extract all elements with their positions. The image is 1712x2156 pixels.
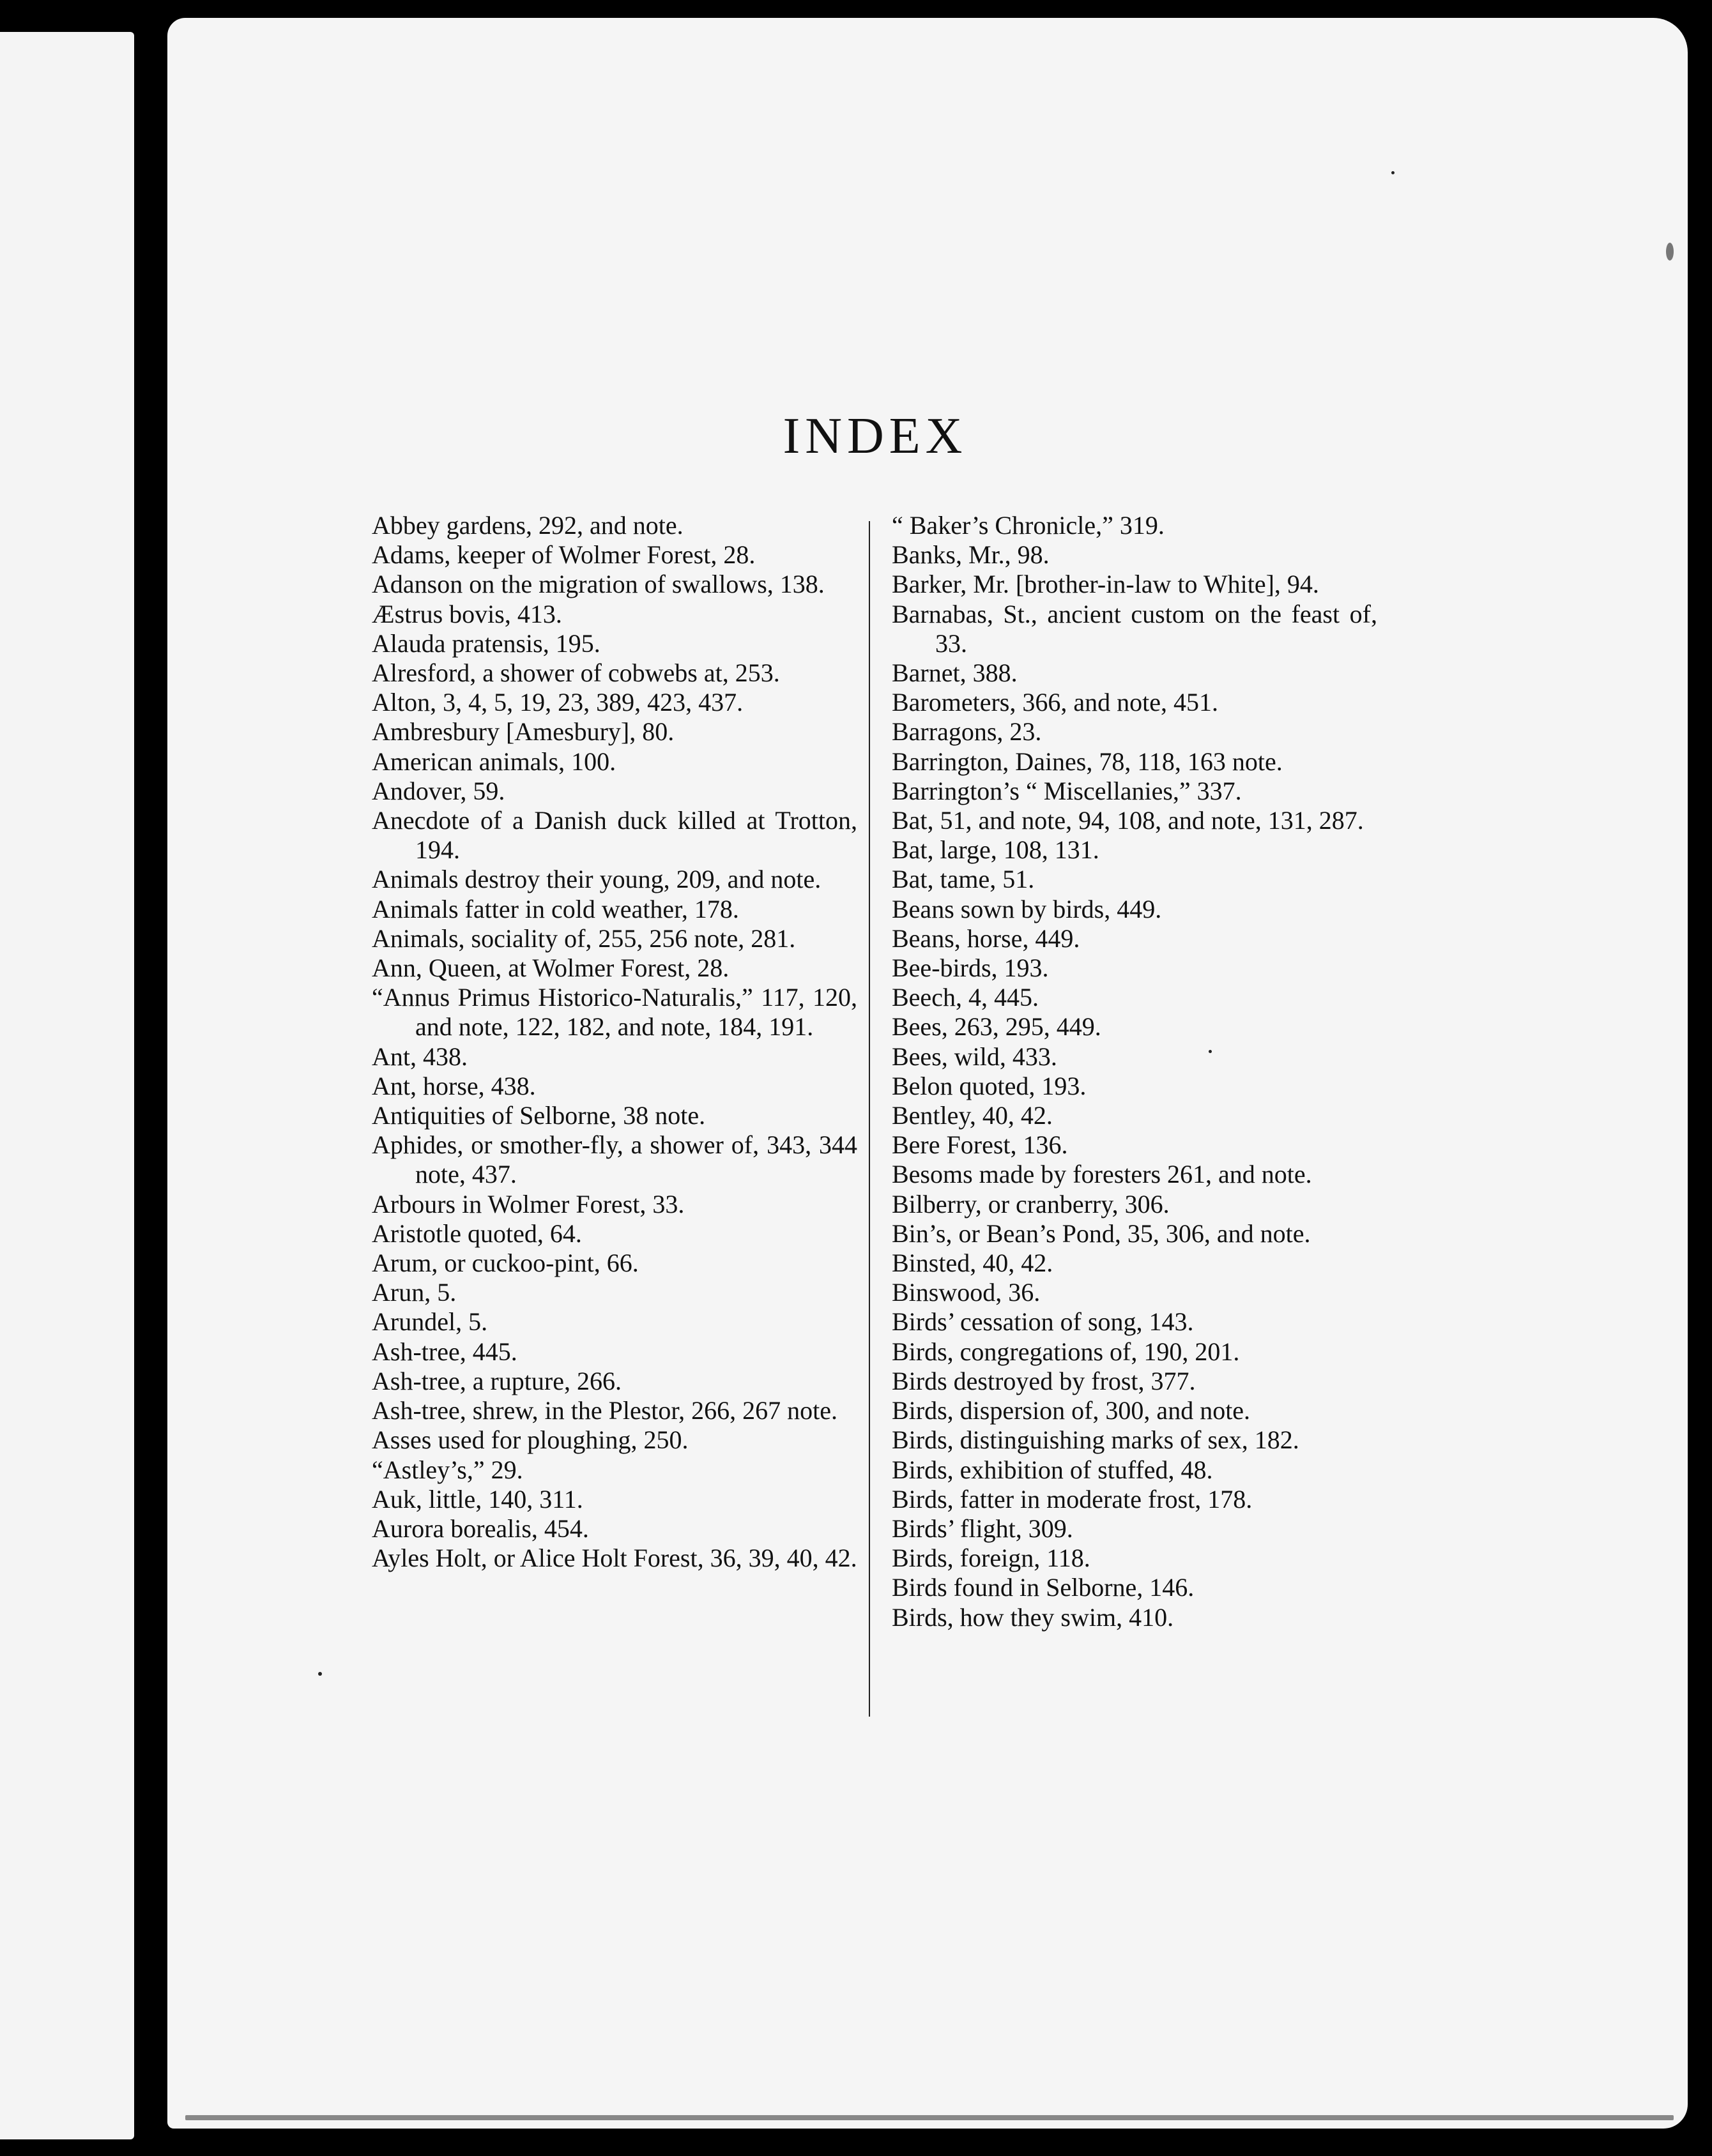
index-entry: Bin’s, or Bean’s Pond, 35, 306, and note. [892,1218,1311,1248]
index-entry: Arun, 5. [372,1278,457,1307]
index-entry: Æstrus bovis, 413. [372,599,562,628]
index-entry: Barrington’s “ Miscellanies,” 337. [892,776,1242,805]
column-divider [869,521,870,1717]
index-entry: Barragons, 23. [892,717,1042,747]
index-entry: Adams, keeper of Wolmer Forest, 28. [372,540,756,570]
index-entry: Bees, wild, 433. [892,1042,1057,1071]
index-entry: Ann, Queen, at Wolmer Forest, 28. [372,953,730,983]
index-entry: Birds’ cessation of song, 143. [892,1307,1194,1337]
index-entry: Bat, 51, and note, 94, 108, and note, 131, 287. [892,806,1364,835]
index-entry: Aurora borealis, 454. [372,1514,589,1543]
index-entry: Birds, dispersion of, 300, and note. [892,1396,1251,1425]
index-entry: Arbours in Wolmer Forest, 33. [372,1189,685,1218]
index-entry: Birds found in Selborne, 146. [892,1573,1195,1602]
index-entry: “Astley’s,” 29. [372,1455,523,1484]
index-entry: Banks, Mr., 98. [892,540,1050,570]
index-entry: Bentley, 40, 42. [892,1101,1053,1130]
adjacent-page-edge [0,32,134,2139]
index-entry: Besoms made by foresters 261, and note. [892,1160,1312,1189]
index-entry: Birds destroyed by frost, 377. [892,1366,1196,1395]
index-entry: Animals destroy their young, 209, and note. [372,865,822,894]
index-entry: Animals fatter in cold weather, 178. [372,894,739,923]
index-entry: Barnet, 388. [892,658,1018,688]
index-entry: Bees, 263, 295, 449. [892,1012,1101,1042]
index-entry: Birds’ flight, 309. [892,1514,1073,1543]
page-title: INDEX [783,408,968,464]
index-entry: Alton, 3, 4, 5, 19, 23, 389, 423, 437. [372,688,744,717]
index-entry: Barker, Mr. [brother-in-law to White], 94. [892,570,1319,599]
index-entry: Barnabas, St., ancient custom on the feast of, 33. [892,599,1377,658]
index-entry: Aristotle quoted, 64. [372,1218,582,1248]
index-entry: Belon quoted, 193. [892,1071,1087,1100]
index-entry: Binswood, 36. [892,1278,1041,1307]
index-entry: Asses used for ploughing, 250. [372,1425,689,1455]
index-entry: Birds, fatter in moderate frost, 178. [892,1484,1253,1514]
index-column-right [892,511,1377,1632]
index-entry: Beans, horse, 449. [892,923,1080,953]
index-entry: Bere Forest, 136. [892,1130,1068,1160]
index-entry: Ash-tree, 445. [372,1337,517,1366]
index-entry: Ash-tree, a rupture, 266. [372,1366,622,1395]
index-entry: Abbey gardens, 292, and note. [372,511,684,540]
index-entry: Aphides, or smother-fly, a shower of, 343, 344 note, 437. [372,1130,857,1189]
index-entry: “ Baker’s Chronicle,” 319. [892,511,1165,540]
index-entry: Antiquities of Selborne, 38 note. [372,1101,706,1130]
index-entry: Ash-tree, shrew, in the Plestor, 266, 267 note. [372,1396,838,1425]
index-entry: Arum, or cuckoo-pint, 66. [372,1249,639,1278]
index-entry: Ayles Holt, or Alice Holt Forest, 36, 39, 40, 42. [372,1544,857,1573]
index-entry: Birds, congregations of, 190, 201. [892,1337,1240,1366]
index-entry: Alauda pratensis, 195. [372,628,600,658]
index-entry: Barrington, Daines, 78, 118, 163 note. [892,747,1283,776]
index-entry: Bee-birds, 193. [892,953,1049,983]
index-entry: Adanson on the migration of swallows, 138. [372,570,825,599]
index-entry: Bat, large, 108, 131. [892,835,1099,865]
index-entry: Beans sown by birds, 449. [892,894,1162,923]
index-entry: Anecdote of a Danish duck killed at Trotton, 194. [372,806,857,865]
index-entry: Bilberry, or cranberry, 306. [892,1189,1170,1218]
index-entry: Binsted, 40, 42. [892,1249,1053,1278]
index-entry: “Annus Primus Historico-Naturalis,” 117, 120, and note, 122, 182, and note, 184, 191. [372,983,857,1042]
index-entry: Ant, 438. [372,1042,468,1071]
index-entry: Birds, how they swim, 410. [892,1602,1174,1632]
page-stack-edge [185,2115,1674,2120]
index-entry: Alresford, a shower of cobwebs at, 253. [372,658,780,688]
index-entry: Ambresbury [Amesbury], 80. [372,717,675,747]
index-entry: Bat, tame, 51. [892,865,1035,894]
index-entry: Animals, sociality of, 255, 256 note, 281. [372,923,796,953]
index-entry: Birds, distinguishing marks of sex, 182. [892,1425,1299,1455]
index-entry: Auk, little, 140, 311. [372,1484,583,1514]
index-entry: Birds, exhibition of stuffed, 48. [892,1455,1213,1484]
index-column-left [372,511,857,1573]
index-entry: Andover, 59. [372,776,505,805]
index-entry: Barometers, 366, and note, 451. [892,688,1218,717]
index-entry: Beech, 4, 445. [892,983,1039,1012]
index-entry: Birds, foreign, 118. [892,1544,1090,1573]
index-entry: American animals, 100. [372,747,616,776]
index-entry: Arundel, 5. [372,1307,488,1337]
index-entry: Ant, horse, 438. [372,1071,536,1100]
